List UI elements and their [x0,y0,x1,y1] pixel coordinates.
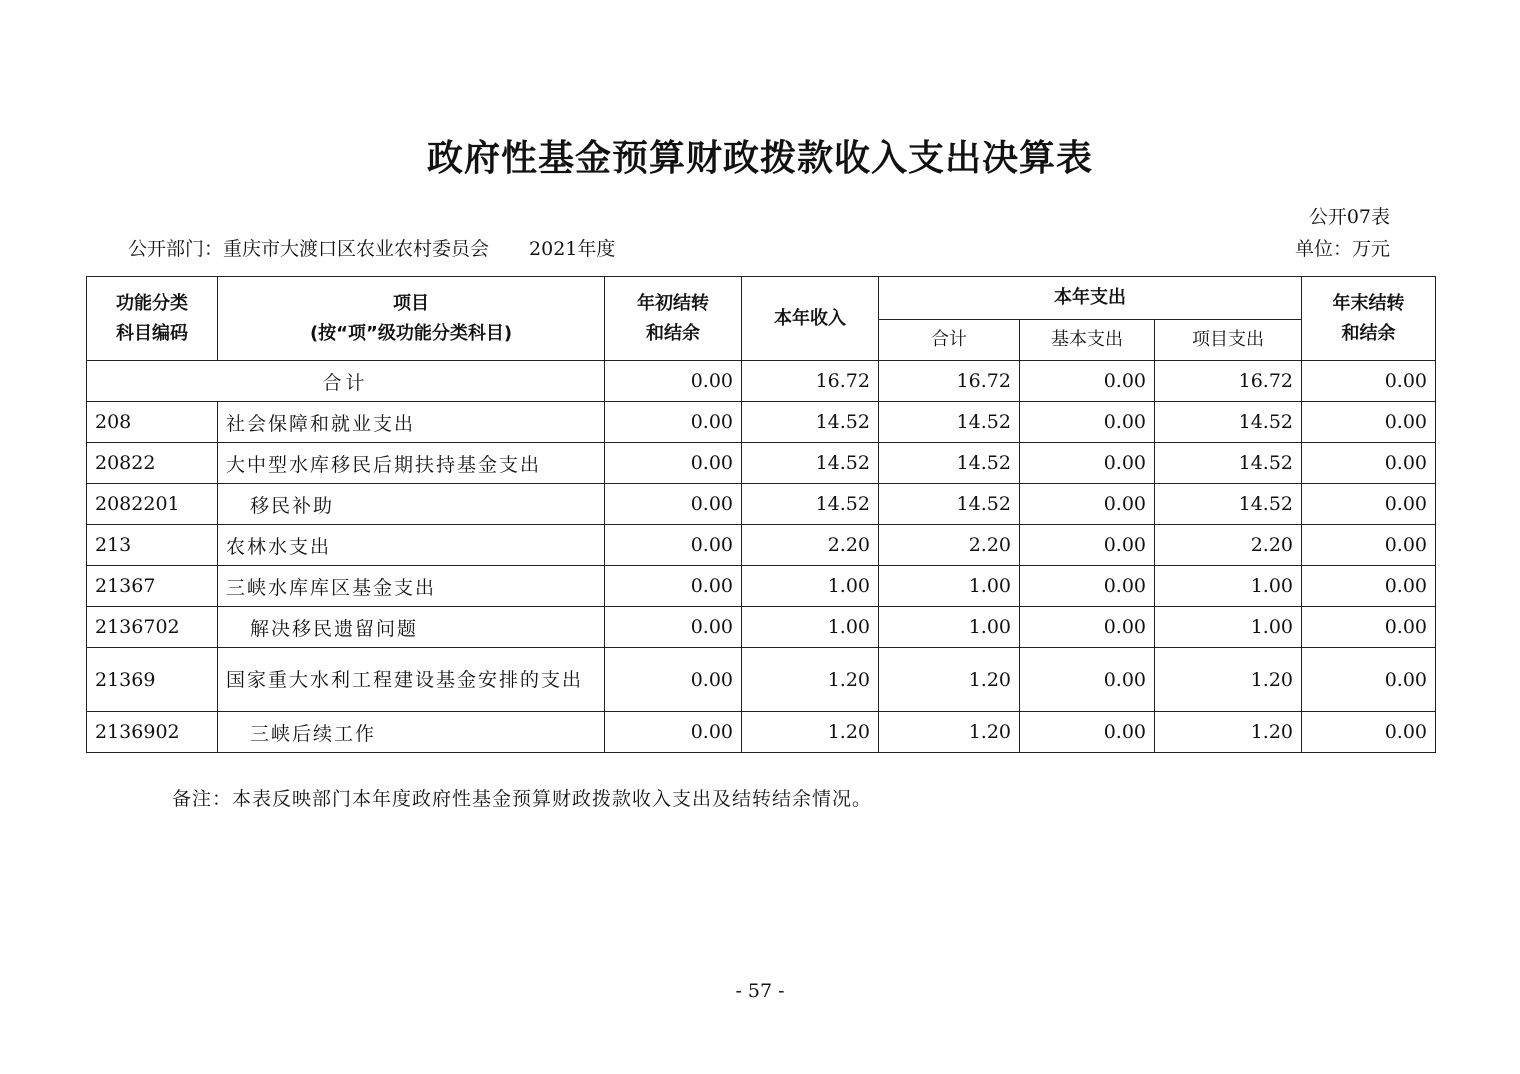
row-income: 1.00 [742,566,879,607]
table-row [87,484,1436,525]
row-basic: 0.00 [1020,443,1155,484]
total-end: 0.00 [1302,361,1436,402]
header-begin-balance [605,277,742,361]
row-income: 14.52 [742,443,879,484]
row-end: 0.00 [1302,484,1436,525]
department-label: 公开部门：重庆市大渡口区农业农村委员会 [128,238,490,260]
header-item-line2: (按“项”级功能分类科目) [309,322,513,344]
row-code: 208 [87,402,218,443]
fiscal-year: 2021年度 [529,238,616,260]
header-code [87,277,218,361]
row-begin: 0.00 [605,525,742,566]
row-end: 0.00 [1302,648,1436,712]
table-row [87,525,1436,566]
row-basic: 0.00 [1020,402,1155,443]
row-project: 1.00 [1155,566,1302,607]
row-begin: 0.00 [605,402,742,443]
row-end: 0.00 [1302,566,1436,607]
row-begin: 0.00 [605,648,742,712]
row-total: 1.20 [879,648,1020,712]
total-basic: 0.00 [1020,361,1155,402]
row-code: 20822 [87,443,218,484]
header-code-line1: 功能分类 [116,292,188,314]
row-begin: 0.00 [605,607,742,648]
table-row [87,607,1436,648]
row-total: 14.52 [879,443,1020,484]
row-project: 14.52 [1155,402,1302,443]
row-project: 1.20 [1155,648,1302,712]
row-total: 1.00 [879,607,1020,648]
header-expense-total: 合计 [879,320,1020,361]
row-begin: 0.00 [605,443,742,484]
row-end: 0.00 [1302,607,1436,648]
row-name: 解决移民遗留问题 [218,607,605,648]
row-total: 14.52 [879,484,1020,525]
row-name: 大中型水库移民后期扶持基金支出 [218,443,605,484]
row-basic: 0.00 [1020,566,1155,607]
total-begin: 0.00 [605,361,742,402]
row-name: 移民补助 [218,484,605,525]
header-income: 本年收入 [742,277,879,361]
header-end-balance [1302,277,1436,361]
row-basic: 0.00 [1020,712,1155,753]
row-total: 1.00 [879,566,1020,607]
unit-label: 单位：万元 [1294,238,1390,260]
row-code: 21369 [87,648,218,712]
total-income: 16.72 [742,361,879,402]
row-basic: 0.00 [1020,484,1155,525]
table-row [87,402,1436,443]
row-basic: 0.00 [1020,648,1155,712]
row-name: 国家重大水利工程建设基金安排的支出 [218,648,605,712]
row-project: 14.52 [1155,443,1302,484]
row-end: 0.00 [1302,712,1436,753]
header-end-line2: 和结余 [1341,322,1396,344]
header-expense-basic: 基本支出 [1020,320,1155,361]
row-income: 1.00 [742,607,879,648]
row-code: 2136902 [87,712,218,753]
header-code-line2: 科目编码 [116,322,188,344]
table-row [87,566,1436,607]
table-row [87,712,1436,753]
row-project: 1.00 [1155,607,1302,648]
table-row [87,648,1436,712]
row-name: 三峡后续工作 [218,712,605,753]
header-item [218,277,605,361]
row-code: 2082201 [87,484,218,525]
row-total: 14.52 [879,402,1020,443]
row-begin: 0.00 [605,484,742,525]
row-basic: 0.00 [1020,525,1155,566]
form-number: 公开07表 [1308,206,1390,228]
row-begin: 0.00 [605,712,742,753]
header-end-line1: 年末结转 [1332,292,1405,314]
page-title: 政府性基金预算财政拨款收入支出决算表 [426,138,1093,179]
row-end: 0.00 [1302,443,1436,484]
total-row [87,361,1436,402]
row-basic: 0.00 [1020,607,1155,648]
row-code: 2136702 [87,607,218,648]
footnote: 备注：本表反映部门本年度政府性基金预算财政拨款收入支出及结转结余情况。 [172,788,873,810]
page-number: - 57 - [735,980,785,1002]
header-item-line1: 项目 [393,292,429,314]
row-project: 14.52 [1155,484,1302,525]
row-total: 1.20 [879,712,1020,753]
department-line [128,234,615,261]
row-end: 0.00 [1302,525,1436,566]
header-begin-line1: 年初结转 [637,292,709,314]
total-label: 合计 [87,361,605,402]
header-expense-project: 项目支出 [1155,320,1302,361]
row-end: 0.00 [1302,402,1436,443]
row-project: 1.20 [1155,712,1302,753]
row-code: 21367 [87,566,218,607]
header-begin-line2: 和结余 [646,322,700,344]
row-income: 1.20 [742,648,879,712]
row-income: 1.20 [742,712,879,753]
header-expense: 本年支出 [879,277,1302,320]
row-income: 2.20 [742,525,879,566]
table-row [87,443,1436,484]
total-project: 16.72 [1155,361,1302,402]
row-name: 农林水支出 [218,525,605,566]
row-name: 社会保障和就业支出 [218,402,605,443]
row-name: 三峡水库库区基金支出 [218,566,605,607]
row-begin: 0.00 [605,566,742,607]
row-code: 213 [87,525,218,566]
row-income: 14.52 [742,402,879,443]
budget-table [86,276,1436,753]
total-expense: 16.72 [879,361,1020,402]
row-income: 14.52 [742,484,879,525]
header-row-1 [87,277,1436,320]
row-project: 2.20 [1155,525,1302,566]
row-total: 2.20 [879,525,1020,566]
